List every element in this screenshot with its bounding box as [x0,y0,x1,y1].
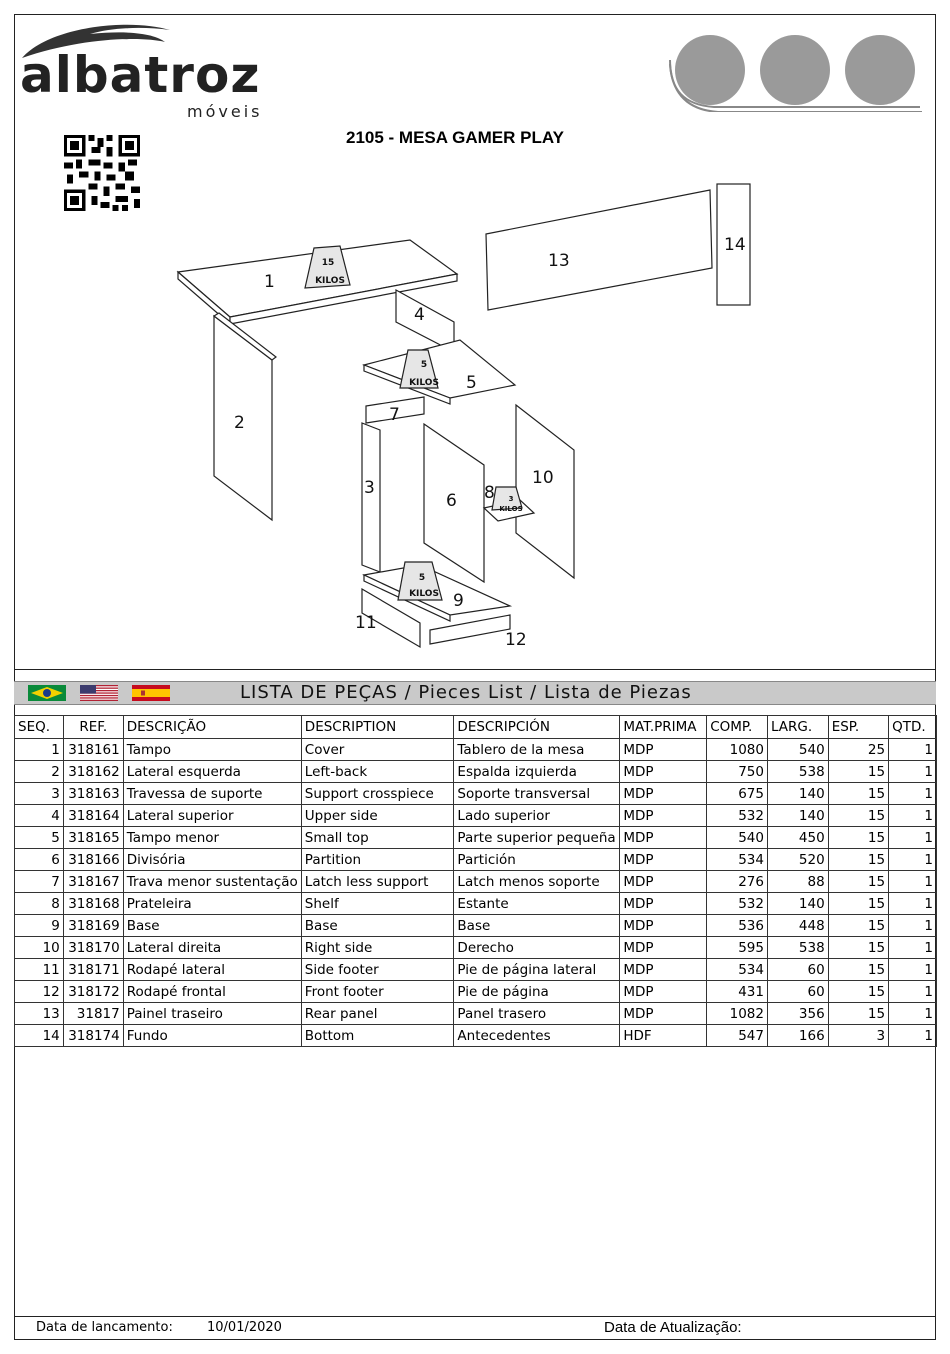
cell-seq: 11 [15,959,64,981]
cell-ref: 31817 [63,1003,123,1025]
cell-descripcion: Estante [454,893,620,915]
cell-larg: 538 [767,761,828,783]
cell-ref: 318168 [63,893,123,915]
cell-material: MDP [620,915,707,937]
launch-date-value: 10/01/2020 [207,1320,282,1335]
launch-date-label: Data de lancamento: [36,1320,173,1335]
cell-qtd: 1 [889,1025,937,1047]
cell-comp: 675 [707,783,768,805]
cell-description: Rear panel [301,1003,454,1025]
cell-seq: 13 [15,1003,64,1025]
cell-material: MDP [620,849,707,871]
cell-description: Base [301,915,454,937]
cell-seq: 3 [15,783,64,805]
cell-descricao: Prateleira [123,893,301,915]
table-row [15,937,937,959]
part-label: 9 [453,591,464,611]
table-row [15,959,937,981]
brazil-flag-icon [28,685,66,701]
table-row [15,849,937,871]
cell-descripcion: Pie de página lateral [454,959,620,981]
header-descricao: DESCRIÇÃO [123,716,301,739]
cell-comp: 1082 [707,1003,768,1025]
weight-value: 5 [418,573,426,583]
cell-descricao: Lateral direita [123,937,301,959]
header-qtd: QTD. [889,716,937,739]
cell-seq: 9 [15,915,64,937]
weight-value: 5 [420,360,428,370]
cell-ref: 318164 [63,805,123,827]
cell-descripcion: Tablero de la mesa [454,739,620,761]
header-seq: SEQ. [15,716,64,739]
header-material: MAT.PRIMA [620,716,707,739]
cell-description: Partition [301,849,454,871]
cell-seq: 7 [15,871,64,893]
header-descripcion: DESCRIPCIÓN [454,716,620,739]
cell-comp: 532 [707,805,768,827]
cell-descripcion: Partición [454,849,620,871]
cell-seq: 8 [15,893,64,915]
header-esp: ESP. [828,716,888,739]
cell-comp: 1080 [707,739,768,761]
table-row [15,981,937,1003]
cell-qtd: 1 [889,827,937,849]
section-divider [14,669,936,670]
cell-qtd: 1 [889,893,937,915]
table-row [15,739,937,761]
header-description: DESCRIPTION [301,716,454,739]
table-row [15,805,937,827]
header-ref: REF. [63,716,123,739]
assembly-drawing [160,180,930,660]
cell-descricao: Tampo [123,739,301,761]
cell-descripcion: Parte superior pequeña [454,827,620,849]
cell-descricao: Tampo menor [123,827,301,849]
cell-comp: 534 [707,849,768,871]
cell-esp: 15 [828,871,888,893]
cell-comp: 532 [707,893,768,915]
part-label: 8 [484,483,495,503]
cell-qtd: 1 [889,1003,937,1025]
cell-descripcion: Soporte transversal [454,783,620,805]
cell-larg: 60 [767,981,828,1003]
cell-ref: 318170 [63,937,123,959]
cell-descripcion: Espalda izquierda [454,761,620,783]
weight-unit: KILOS [315,276,345,286]
cell-description: Right side [301,937,454,959]
table-row [15,871,937,893]
cell-material: MDP [620,827,707,849]
cell-material: MDP [620,893,707,915]
cell-material: MDP [620,959,707,981]
brand-logo [20,20,290,120]
part-label: 3 [364,478,375,498]
table-row [15,893,937,915]
cell-descripcion: Pie de página [454,981,620,1003]
brand-subtitle: móveis [187,102,263,121]
part-label: 13 [548,251,570,271]
cell-description: Left-back [301,761,454,783]
cell-qtd: 1 [889,959,937,981]
cell-ref: 318169 [63,915,123,937]
table-row [15,827,937,849]
cell-qtd: 1 [889,871,937,893]
part-label: 11 [355,613,377,633]
part-label: 5 [466,373,477,393]
weight-value: 15 [321,258,335,268]
cell-esp: 15 [828,981,888,1003]
part-label: 1 [264,272,275,292]
part-label: 14 [724,235,746,255]
cell-qtd: 1 [889,783,937,805]
part-label: 10 [532,468,554,488]
part-label: 6 [446,491,457,511]
cell-esp: 15 [828,937,888,959]
brand-name: albatroz [20,46,261,104]
cell-ref: 318174 [63,1025,123,1047]
cell-esp: 15 [828,849,888,871]
cell-esp: 25 [828,739,888,761]
parts-table [14,715,937,1047]
table-row [15,915,937,937]
cell-descripcion: Latch menos soporte [454,871,620,893]
table-row [15,783,937,805]
part-label: 2 [234,413,245,433]
cell-descripcion: Lado superior [454,805,620,827]
cell-ref: 318165 [63,827,123,849]
cell-descricao: Lateral superior [123,805,301,827]
cell-description: Latch less support [301,871,454,893]
cell-esp: 15 [828,915,888,937]
part-label: 4 [414,305,425,325]
cell-qtd: 1 [889,849,937,871]
cell-larg: 140 [767,783,828,805]
cell-material: MDP [620,871,707,893]
cell-larg: 88 [767,871,828,893]
cell-seq: 4 [15,805,64,827]
cell-ref: 318171 [63,959,123,981]
weight-unit: KILOS [409,378,439,388]
cell-seq: 1 [15,739,64,761]
table-row [15,1025,937,1047]
header-comp: COMP. [707,716,768,739]
cell-description: Upper side [301,805,454,827]
cell-material: MDP [620,981,707,1003]
cell-larg: 166 [767,1025,828,1047]
cell-larg: 140 [767,805,828,827]
part-label: 12 [505,630,527,650]
cell-ref: 318162 [63,761,123,783]
parts-list-title: LISTA DE PEÇAS / Pieces List / Lista de Piezas [240,682,692,703]
cell-seq: 14 [15,1025,64,1047]
cell-material: HDF [620,1025,707,1047]
cell-qtd: 1 [889,739,937,761]
cell-larg: 140 [767,893,828,915]
cell-comp: 540 [707,827,768,849]
cell-larg: 540 [767,739,828,761]
header-larg: LARG. [767,716,828,739]
cell-esp: 15 [828,1003,888,1025]
cell-description: Support crosspiece [301,783,454,805]
cell-material: MDP [620,1003,707,1025]
cell-esp: 15 [828,827,888,849]
cell-esp: 15 [828,893,888,915]
cell-descricao: Fundo [123,1025,301,1047]
cell-material: MDP [620,805,707,827]
cell-comp: 431 [707,981,768,1003]
cell-descricao: Rodapé frontal [123,981,301,1003]
cell-seq: 12 [15,981,64,1003]
qr-code-icon [64,134,140,212]
cell-qtd: 1 [889,981,937,1003]
cell-description: Cover [301,739,454,761]
cell-description: Front footer [301,981,454,1003]
cell-qtd: 1 [889,805,937,827]
cell-larg: 450 [767,827,828,849]
cell-descricao: Rodapé lateral [123,959,301,981]
spain-flag-icon [132,685,170,701]
cell-description: Shelf [301,893,454,915]
cell-seq: 2 [15,761,64,783]
cell-descricao: Trava menor sustentação [123,871,301,893]
cell-comp: 536 [707,915,768,937]
cell-ref: 318167 [63,871,123,893]
document-title: 2105 - MESA GAMER PLAY [346,128,564,147]
cell-esp: 15 [828,761,888,783]
cell-ref: 318166 [63,849,123,871]
cell-esp: 15 [828,959,888,981]
footer [14,1316,936,1340]
weight-unit: KILOS [499,505,523,513]
cell-description: Side footer [301,959,454,981]
cell-descricao: Painel traseiro [123,1003,301,1025]
cell-material: MDP [620,937,707,959]
update-date-label: Data de Atualização: [604,1319,742,1336]
cell-comp: 534 [707,959,768,981]
cell-seq: 5 [15,827,64,849]
cell-larg: 538 [767,937,828,959]
part-label: 7 [389,405,400,425]
cell-descricao: Base [123,915,301,937]
weight-unit: KILOS [409,589,439,599]
cell-larg: 448 [767,915,828,937]
usa-flag-icon [80,685,118,701]
cell-qtd: 1 [889,937,937,959]
cell-seq: 6 [15,849,64,871]
cell-descripcion: Derecho [454,937,620,959]
cell-descricao: Divisória [123,849,301,871]
cell-descricao: Travessa de suporte [123,783,301,805]
cell-descripcion: Panel trasero [454,1003,620,1025]
cell-esp: 3 [828,1025,888,1047]
cell-qtd: 1 [889,915,937,937]
table-header-row [15,716,937,739]
cell-descripcion: Base [454,915,620,937]
cell-qtd: 1 [889,761,937,783]
cell-comp: 750 [707,761,768,783]
cell-descripcion: Antecedentes [454,1025,620,1047]
cell-comp: 595 [707,937,768,959]
cell-larg: 356 [767,1003,828,1025]
three-circles-icon [664,30,926,112]
parts-list-banner [14,681,936,705]
cell-larg: 520 [767,849,828,871]
cell-ref: 318172 [63,981,123,1003]
cell-esp: 15 [828,783,888,805]
cell-ref: 318163 [63,783,123,805]
cell-material: MDP [620,761,707,783]
cell-comp: 276 [707,871,768,893]
table-row [15,761,937,783]
cell-material: MDP [620,783,707,805]
cell-material: MDP [620,739,707,761]
cell-descricao: Lateral esquerda [123,761,301,783]
cell-comp: 547 [707,1025,768,1047]
cell-seq: 10 [15,937,64,959]
table-row [15,1003,937,1025]
cell-larg: 60 [767,959,828,981]
cell-ref: 318161 [63,739,123,761]
cell-description: Bottom [301,1025,454,1047]
weight-value: 3 [508,495,514,503]
cell-esp: 15 [828,805,888,827]
cell-description: Small top [301,827,454,849]
